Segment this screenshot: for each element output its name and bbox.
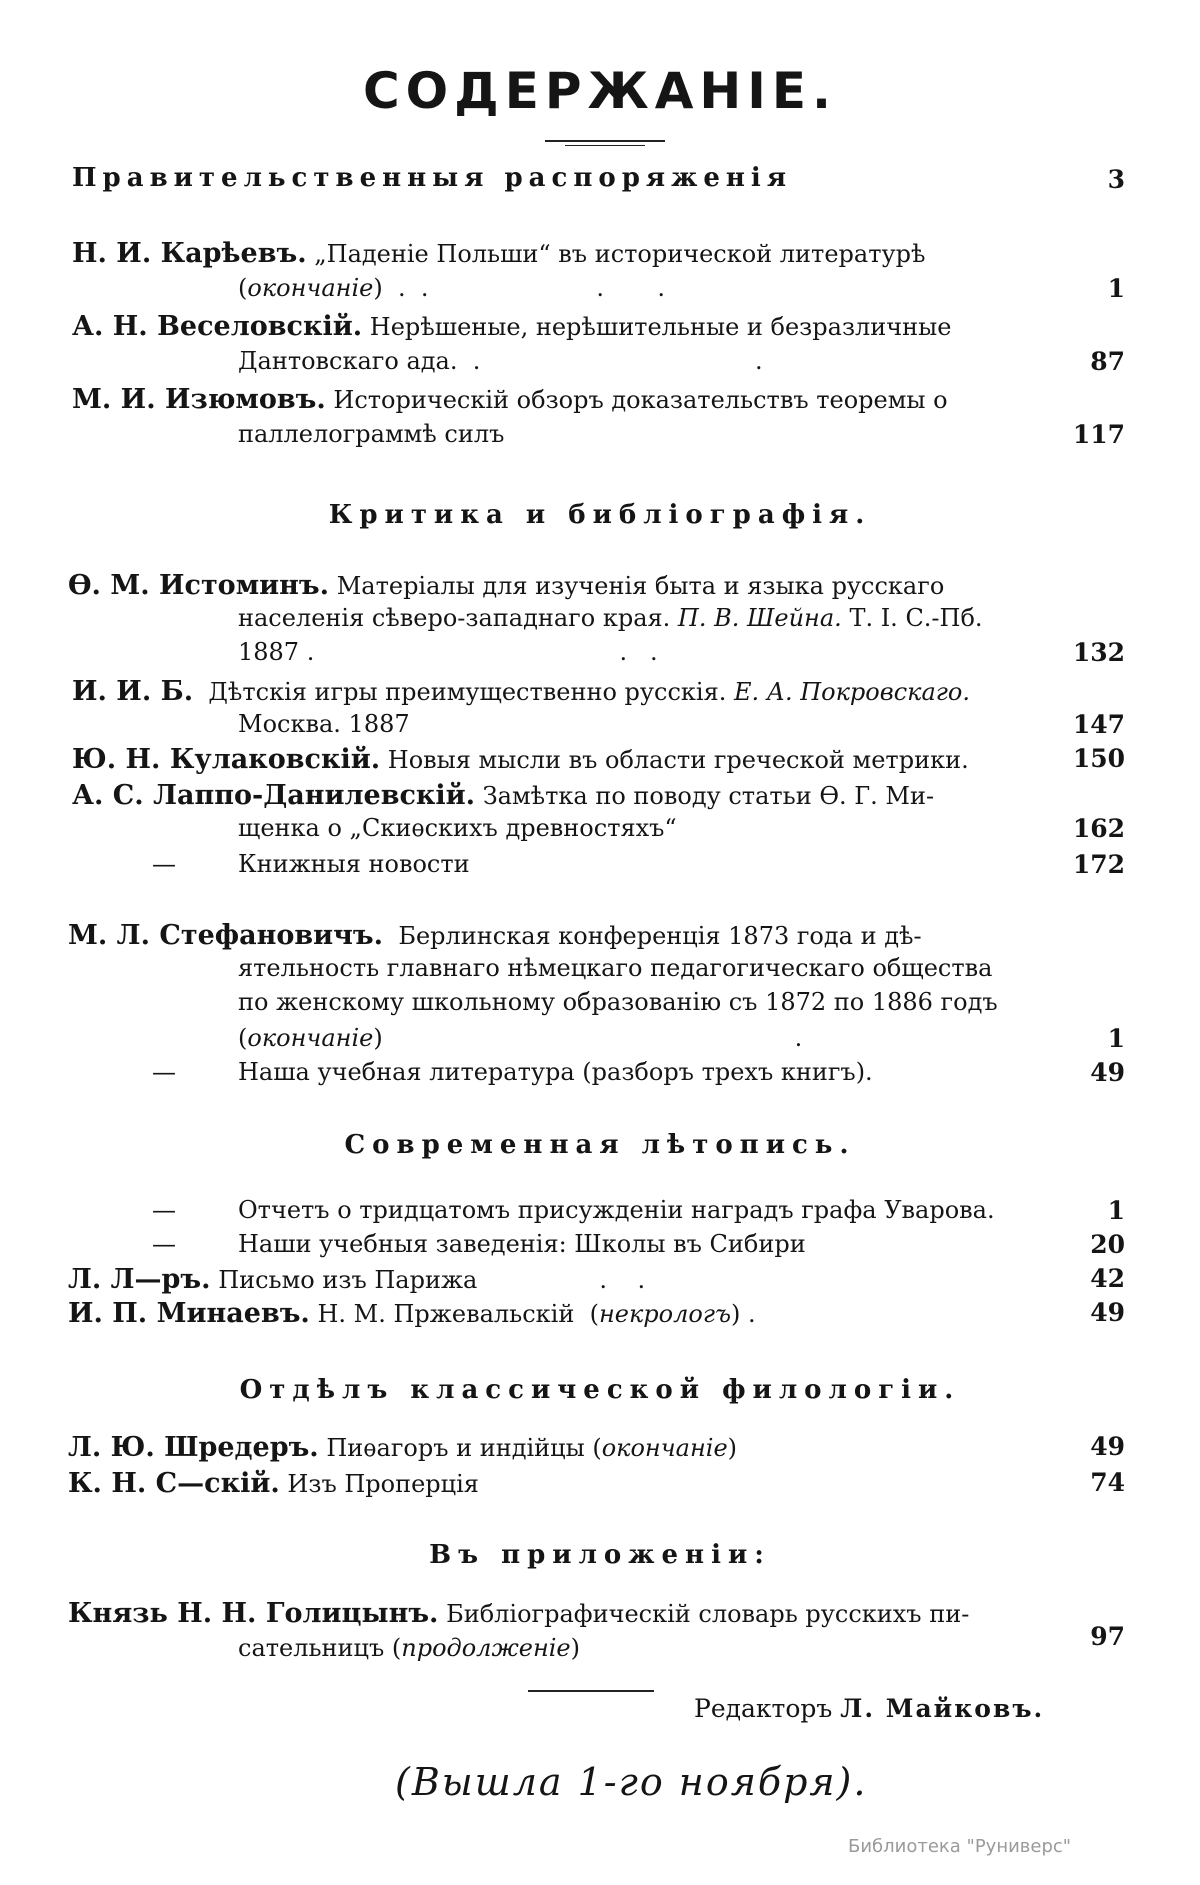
entry-title-cont: щенка о „Скиѳскихъ древностяхъ“ <box>238 814 677 842</box>
entry-title: Н. М. Пржевальскій <box>317 1300 575 1328</box>
title-rule-thin <box>565 145 645 146</box>
author-name: М. Л. Стефановичъ. <box>68 920 384 951</box>
page-number: 49 <box>1090 1298 1125 1327</box>
page-number: 147 <box>1072 710 1125 739</box>
author-name: Л. Ю. Шредеръ. <box>68 1432 319 1463</box>
author-name: И. П. Минаевъ. <box>68 1298 310 1329</box>
entry-title-cont: паллелограммѣ силъ <box>238 420 505 448</box>
page-number: 117 <box>1072 420 1125 449</box>
entry-note: продолженіе <box>401 1634 571 1662</box>
page-number: 74 <box>1090 1468 1125 1497</box>
handwritten-note: (Вышла 1-го ноября). <box>395 1760 868 1804</box>
entry-title: Берлинская конференція 1873 года и дѣ- <box>398 922 922 950</box>
entry-note: некрологъ <box>598 1300 731 1328</box>
editor-line <box>694 1694 1044 1723</box>
entry-title: Новыя мысли въ области греческой метрики. <box>387 746 969 774</box>
entry-note: окончаніе <box>601 1434 728 1462</box>
editor-label: Редакторъ <box>694 1694 833 1723</box>
author-name: Князь Н. Н. Голицынъ. <box>68 1598 439 1629</box>
page-number: 87 <box>1090 347 1125 376</box>
entry-title: Наша учебная литература (разборъ трехъ книгъ). <box>238 1058 873 1086</box>
page-number: 49 <box>1090 1058 1125 1087</box>
entry-title-cont: сательницъ <box>238 1634 385 1662</box>
page-number: 1 <box>1107 1196 1125 1225</box>
entry-title: Матеріалы для изученія быта и языка русскаго <box>336 572 945 600</box>
entry-editor: Е. А. Покровскаго. <box>734 678 970 706</box>
entry-title: Пиѳагоръ и индійцы <box>326 1434 585 1462</box>
author-dash: — <box>152 1196 176 1224</box>
entry-title: Изъ Проперція <box>287 1470 479 1498</box>
author-name: А. С. Лаппо-Данилевскій. <box>72 780 476 811</box>
entry-title: Замѣтка по поводу статьи Ө. Г. Ми- <box>482 782 935 810</box>
entry-editor: П. В. Шейна. <box>677 604 842 632</box>
author-dash: — <box>152 1058 176 1086</box>
entry-title: Письмо изъ Парижа <box>218 1266 478 1294</box>
page-number: 42 <box>1090 1264 1125 1293</box>
page-number: 97 <box>1090 1622 1125 1651</box>
section-heading-appendix: Въ приложеніи: <box>429 1540 771 1570</box>
page-title: СОДЕРЖАНІЕ. <box>362 62 838 120</box>
page-number: 150 <box>1072 744 1125 773</box>
entry-title: „Паденіе Польши“ въ исторической литературѣ <box>314 240 926 268</box>
entry-title-cont: Дантовскаго ада. <box>238 347 458 375</box>
entry-title-cont: населенія сѣверо-западнаго края. <box>238 604 671 632</box>
page-number: 132 <box>1072 638 1125 667</box>
page-number: 162 <box>1072 814 1125 843</box>
author-dash: — <box>152 1230 176 1258</box>
author-name: Ө. М. Истоминъ. <box>68 570 330 601</box>
page-number: 20 <box>1090 1230 1125 1259</box>
entry-title: Книжныя новости <box>238 850 470 878</box>
entry-title: Историческій обзоръ доказательствъ теоремы о <box>333 386 948 414</box>
author-name: Л. Л—ръ. <box>68 1264 211 1295</box>
entry-pub: Т. I. С.-Пб. <box>849 604 983 632</box>
editor-name: Л. Майковъ. <box>840 1694 1045 1723</box>
author-name: К. Н. С—скій. <box>68 1468 280 1499</box>
author-name: Ю. Н. Кулаковскій. <box>72 744 381 775</box>
title-rule <box>545 140 665 142</box>
entry-title: Библіографическій словарь русскихъ пи- <box>446 1600 970 1628</box>
entry-title: Наши учебныя заведенія: Школы въ Сибири <box>238 1230 806 1258</box>
entry-note: окончаніе <box>247 274 374 302</box>
entry-pub: Москва. 1887 <box>238 710 410 738</box>
entry-year: 1887 . <box>238 638 315 666</box>
page-number: 3 <box>1107 165 1125 194</box>
entry-title: Отчетъ о тридцатомъ присужденіи наградъ графа Уварова. <box>238 1196 995 1224</box>
page: СОДЕРЖАНІЕ. Правительственныя распоряженія 3 Н. И. Карѣевъ. „Паденіе Польши“ въ исторической литературѣ (окончаніе) . . . . 1 А. Н. Веселовскій. Нерѣшеные, нерѣшительные и безразличные Дантовскаго ада. . . 87 М. И. Изюмовъ. Историческій обзоръ доказательствъ теоремы о паллелограммѣ силъ 117 Критика и библіографія. Ө. М. Истоминъ. Матеріалы для изученія быта и языка русскаго населенія сѣверо-западнаго края. П. В. Шейна. Т. I. С.-Пб. 1887 . . . 132 И. И. Б. Дѣтскія игры преимущественно русскія. Е. А. Покровскаго. Москва. 1887 147 Ю. Н. Кулаковскій. Новыя мысли въ области греческой метрики. 150 А. С. Лаппо-Данилевскій. Замѣтка по поводу статьи Ө. Г. Ми- щенка о „Скиѳскихъ древностяхъ“ 162 — Книжныя новости 172 М. Л. Стефановичъ. Берлинская конференція 1873 года и дѣ- ятельность главнаго нѣмецкаго педагогическаго общества по женскому школьному образованію съ 1872 по 1886 годъ (окончаніе) . 1 — Наша учебная литература (разборъ трехъ книгъ). 49 Современная лѣтопись. — Отчетъ о тридцатомъ присужденіи наградъ графа Уварова. 1 — Наши учебныя заведенія: Школы въ Сибири 20 Л. Л—ръ. Письмо изъ Парижа . . 42 И. П. Минаевъ. Н. М. Пржевальскій (некрологъ) . 49 Отдѣлъ классической филологіи. Л. Ю. Шредеръ. Пиѳагоръ и индійцы (окончаніе) 49 К. Н. С—скій. Изъ Проперція 74 Въ приложеніи: Князь Н. Н. Голицынъ. Библіографическій словарь русскихъ пи- сательницъ (продолженіе) 97 Редакторъ Л. Майковъ. (Вышла 1-го ноября). Библиотека "Руниверс" <box>0 0 1200 1885</box>
entry-title-cont: ятельность главнаго нѣмецкаго педагогическаго общества <box>238 954 993 982</box>
author-name: Н. И. Карѣевъ. <box>72 238 307 269</box>
entry-title: Дѣтскія игры преимущественно русскія. <box>208 678 727 706</box>
author-name: И. И. Б. <box>72 676 194 707</box>
entry-title-cont: по женскому школьному образованію съ 1872 по 1886 годъ <box>238 988 998 1016</box>
section-heading-critique: Критика и библіографія. <box>328 500 872 530</box>
entry-title: Нерѣшеные, нерѣшительные и безразличные <box>369 313 952 341</box>
author-dash: — <box>152 850 176 878</box>
section-heading-government: Правительственныя распоряженія <box>72 163 793 193</box>
author-name: А. Н. Веселовскій. <box>72 311 363 342</box>
page-number: 1 <box>1107 274 1125 303</box>
library-watermark: Библиотека "Руниверс" <box>848 1836 1072 1857</box>
section-heading-philology: Отдѣлъ классической филологіи. <box>239 1375 961 1405</box>
page-number: 172 <box>1072 850 1125 879</box>
entry-note: окончаніе <box>247 1024 374 1052</box>
author-name: М. И. Изюмовъ. <box>72 384 326 415</box>
section-heading-chronicle: Современная лѣтопись. <box>344 1130 856 1160</box>
page-number: 49 <box>1090 1432 1125 1461</box>
page-number: 1 <box>1107 1024 1125 1053</box>
end-rule <box>528 1690 654 1692</box>
